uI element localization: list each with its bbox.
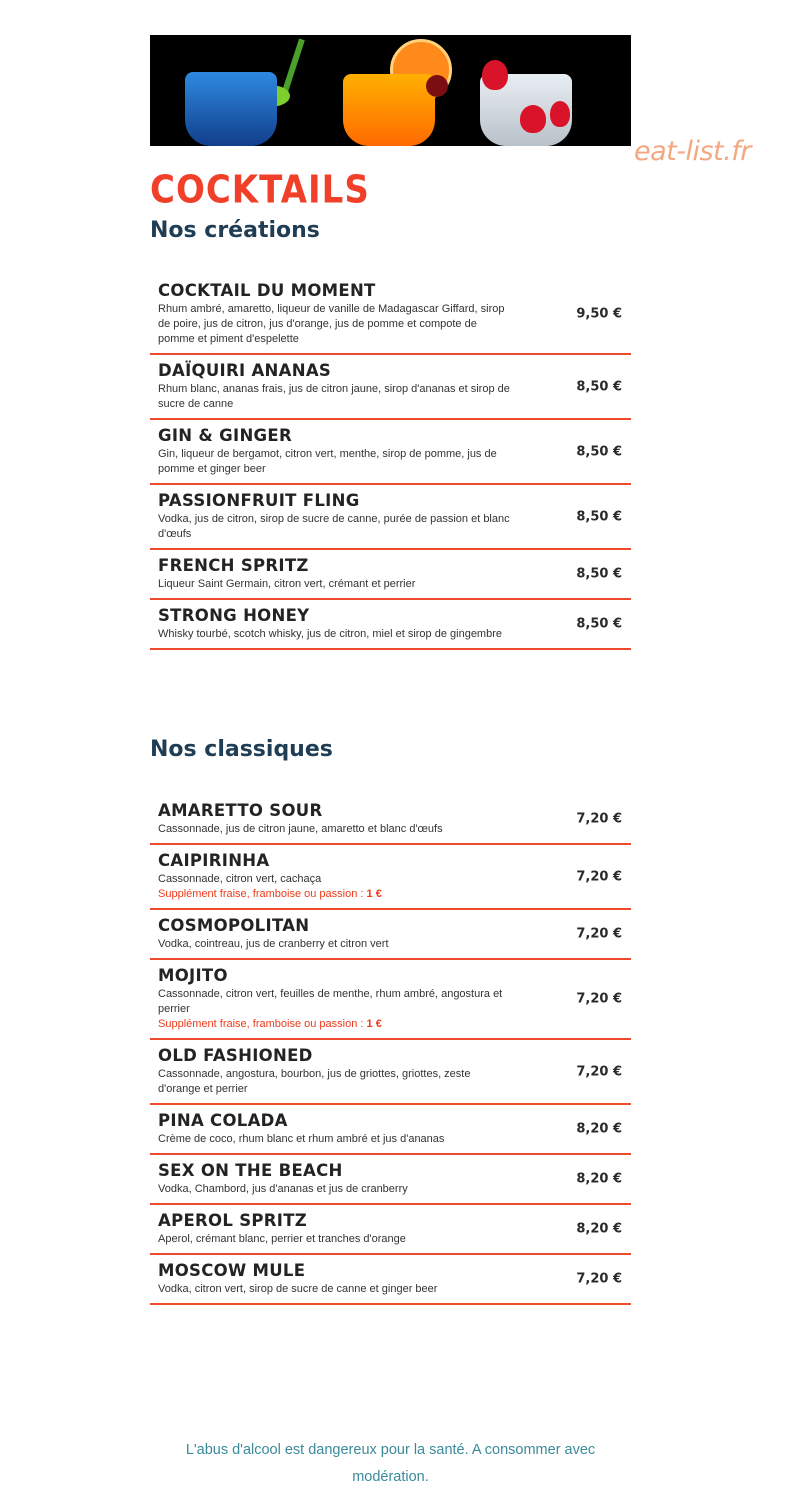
menu-item	[150, 795, 631, 845]
menu-item	[150, 1205, 631, 1255]
item-name: AMARETTO SOUR	[158, 801, 323, 820]
menu-item	[150, 960, 631, 1040]
item-description: Gin, liqueur de bergamot, citron vert, menthe, sirop de pomme, jus de pomme et ginger beer	[158, 448, 497, 475]
item-price: 8,50 €	[576, 566, 622, 582]
cocktails-banner-image	[150, 35, 631, 146]
item-price: 7,20 €	[576, 926, 622, 942]
item-description: Vodka, Chambord, jus d'ananas et jus de cranberry	[158, 1183, 408, 1195]
item-name: GIN & GINGER	[158, 426, 292, 445]
menu-item	[150, 600, 631, 650]
section-title-creations: Nos créations	[150, 218, 320, 243]
page-title: COCKTAILS	[150, 168, 370, 213]
watermark: eat-list.fr	[634, 136, 751, 167]
item-description: Crème de coco, rhum blanc et rhum ambré et jus d'ananas	[158, 1133, 445, 1145]
item-name: APEROL SPRITZ	[158, 1211, 308, 1230]
menu-item	[150, 485, 631, 550]
supplement-label: Supplément fraise, framboise ou passion :	[158, 888, 367, 900]
strawberry	[520, 105, 546, 133]
menu-item	[150, 550, 631, 600]
supplement-label: Supplément fraise, framboise ou passion :	[158, 1018, 367, 1030]
menu-item	[150, 1155, 631, 1205]
item-price: 8,50 €	[576, 616, 622, 632]
item-description: Whisky tourbé, scotch whisky, jus de citron, miel et sirop de gingembre	[158, 628, 502, 640]
item-price: 9,50 €	[576, 306, 622, 322]
item-price: 7,20 €	[576, 869, 622, 884]
menu-list-creations	[150, 275, 631, 650]
orange-cocktail-glass	[343, 74, 435, 146]
item-price: 8,50 €	[576, 509, 622, 524]
item-name: STRONG HONEY	[158, 606, 310, 625]
alcohol-warning-footer: L'abus d'alcool est dangereux pour la santé. A consommer avec modération.	[185, 1442, 596, 1485]
menu-item	[150, 355, 631, 420]
menu-item	[150, 275, 631, 355]
item-description: Aperol, crémant blanc, perrier et tranches d'orange	[158, 1233, 406, 1245]
item-name: MOJITO	[158, 966, 228, 985]
item-name: MOSCOW MULE	[158, 1261, 306, 1280]
cherry	[426, 75, 448, 97]
item-name: COSMOPOLITAN	[158, 916, 310, 935]
item-price: 8,50 €	[576, 379, 622, 394]
item-price: 8,20 €	[576, 1121, 622, 1137]
menu-item	[150, 1105, 631, 1155]
item-description: Rhum blanc, ananas frais, jus de citron jaune, sirop d'ananas et sirop de sucre de canne	[158, 383, 510, 410]
item-description: Cassonnade, jus de citron jaune, amaretto et blanc d'œufs	[158, 823, 443, 835]
item-name: SEX ON THE BEACH	[158, 1161, 343, 1180]
item-description: Vodka, citron vert, sirop de sucre de canne et ginger beer	[158, 1283, 438, 1295]
item-description: Cassonnade, citron vert, feuilles de menthe, rhum ambré, angostura et perrier	[158, 988, 503, 1015]
menu-item	[150, 1040, 631, 1105]
item-name: PINA COLADA	[158, 1111, 288, 1130]
item-price: 8,20 €	[576, 1221, 622, 1237]
item-price: 7,20 €	[576, 1064, 622, 1079]
supplement-price: 1 €	[366, 888, 382, 900]
item-price: 8,20 €	[576, 1171, 622, 1187]
menu-list-classiques	[150, 795, 631, 1305]
menu-item	[150, 845, 631, 910]
menu-item	[150, 910, 631, 960]
item-description: Liqueur Saint Germain, citron vert, crémant et perrier	[158, 578, 416, 590]
item-description: Rhum ambré, amaretto, liqueur de vanille de Madagascar Giffard, sirop de poire, jus de citron, jus d'orange, jus de pomme et compote de pomme et piment d'espelette	[158, 303, 505, 345]
garnish-stem	[281, 38, 305, 95]
item-name: PASSIONFRUIT FLING	[158, 491, 360, 510]
item-description: Cassonnade, angostura, bourbon, jus de griottes, griottes, zeste d'orange et perrier	[158, 1068, 471, 1095]
item-description: Cassonnade, citron vert, cachaça	[158, 873, 322, 885]
supplement-price: 1 €	[366, 1018, 382, 1030]
item-name: COCKTAIL DU MOMENT	[158, 281, 376, 300]
item-price: 7,20 €	[576, 1271, 622, 1287]
item-name: FRENCH SPRITZ	[158, 556, 309, 575]
item-supplement	[158, 1017, 511, 1032]
strawberry	[550, 101, 570, 127]
section-title-classiques: Nos classiques	[150, 737, 333, 762]
strawberry	[482, 60, 508, 90]
item-supplement	[158, 887, 511, 902]
item-name: DAÏQUIRI ANANAS	[158, 361, 332, 380]
item-price: 7,20 €	[576, 991, 622, 1007]
item-description: Vodka, cointreau, jus de cranberry et citron vert	[158, 938, 389, 950]
item-name: CAIPIRINHA	[158, 851, 270, 870]
item-name: OLD FASHIONED	[158, 1046, 313, 1065]
item-price: 7,20 €	[576, 811, 622, 827]
menu-item	[150, 1255, 631, 1305]
menu-item	[150, 420, 631, 485]
item-price: 8,50 €	[576, 444, 622, 459]
item-description: Vodka, jus de citron, sirop de sucre de canne, purée de passion et blanc d'œufs	[158, 513, 510, 540]
blue-cocktail-glass	[185, 72, 277, 146]
